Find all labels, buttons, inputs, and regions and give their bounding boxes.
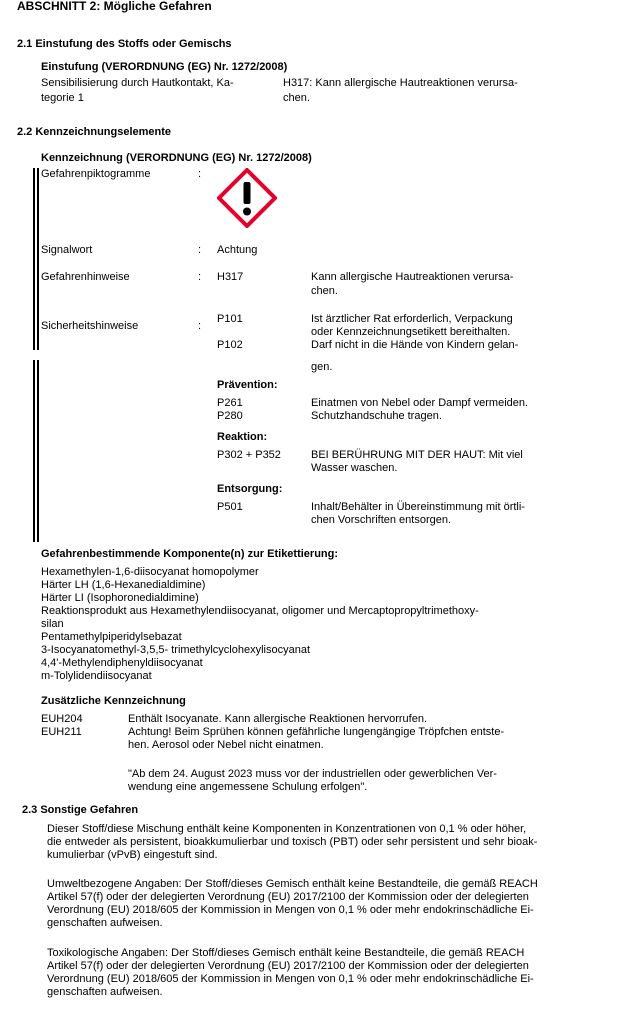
classification-statement-line-2: chen. bbox=[283, 92, 310, 104]
p302-text-line-2: Wasser waschen. bbox=[311, 462, 398, 474]
classification-statement-line-1: H317: Kann allergische Hautreaktionen verursa- bbox=[283, 77, 518, 89]
toxicological-paragraph-line: Verordnung (EU) 2018/605 der Kommission in Mengen von 0,1 % oder mehr endokrinschädliche Ei- bbox=[47, 973, 534, 985]
precautionary-statements-label: Sicherheitshinweise bbox=[41, 320, 139, 332]
euh204-code: EUH204 bbox=[41, 713, 83, 725]
h317-text-line-2: chen. bbox=[311, 285, 338, 297]
p101-text-line-2: oder Kennzeichnungsetikett bereithalten. bbox=[311, 326, 511, 338]
change-bar bbox=[37, 168, 39, 350]
component-item: silan bbox=[41, 618, 64, 630]
p101-code: P101 bbox=[217, 313, 243, 325]
h317-code: H317 bbox=[217, 271, 244, 283]
component-item: Pentamethylpiperidylsebazat bbox=[41, 631, 182, 643]
change-bar bbox=[37, 360, 39, 542]
p261-text: Einatmen von Nebel oder Dampf vermeiden. bbox=[311, 397, 529, 409]
change-bar bbox=[33, 168, 35, 350]
section-2-1-heading: 2.1 Einstufung des Stoffs oder Gemischs bbox=[17, 38, 232, 50]
p302-p352-code: P302 + P352 bbox=[217, 449, 281, 461]
p102-text-line-2: gen. bbox=[311, 361, 333, 373]
pbt-paragraph-line: die entweder als persistent, bioakkumulierbar und toxisch (PBT) oder sehr persistent und sehr bioak- bbox=[47, 836, 538, 848]
colon: : bbox=[198, 320, 202, 332]
p261-code: P261 bbox=[217, 397, 243, 409]
section-2-3-heading: 2.3 Sonstige Gefahren bbox=[22, 804, 139, 816]
additional-labelling-title: Zusätzliche Kennzeichnung bbox=[41, 695, 186, 707]
component-item: 3-Isocyanatomethyl-3,5,5- trimethylcyclohexylisocyanat bbox=[41, 644, 311, 656]
p102-text-line-1: Darf nicht in die Hände von Kindern gelan- bbox=[311, 339, 519, 351]
p501-text-line-1: Inhalt/Behälter in Übereinstimmung mit örtli- bbox=[311, 501, 525, 513]
h317-text-line-1: Kann allergische Hautreaktionen verursa- bbox=[311, 271, 514, 283]
p101-text-line-1: Ist ärztlicher Rat erforderlich, Verpackung bbox=[311, 313, 513, 325]
labelling-subheading: Kennzeichnung (VERORDNUNG (EG) Nr. 1272/2008) bbox=[41, 152, 312, 164]
euh211-text-line-2: hen. Aerosol oder Nebel nicht einatmen. bbox=[128, 739, 324, 751]
pbt-paragraph-line: Dieser Stoff/diese Mischung enthält keine Komponenten in Konzentrationen von 0,1 % oder höher, bbox=[47, 823, 527, 835]
change-bar bbox=[33, 360, 35, 542]
p280-text: Schutzhandschuhe tragen. bbox=[311, 410, 442, 422]
colon: : bbox=[198, 244, 202, 256]
component-item: Hexamethylen-1,6-diisocyanat homopolymer bbox=[41, 566, 259, 578]
colon: : bbox=[198, 271, 202, 283]
pbt-paragraph-line: kumulierbar (vPvB) eingestuft sind. bbox=[47, 849, 218, 861]
disposal-title: Entsorgung: bbox=[217, 483, 283, 495]
colon: : bbox=[198, 168, 202, 180]
component-item: Härter LH (1,6-Hexanedialdimine) bbox=[41, 579, 206, 591]
environmental-paragraph-line: Umweltbezogene Angaben: Der Stoff/dieses Gemisch enthält keine Bestandteile, die gemäß REACH bbox=[47, 878, 538, 890]
euh211-code: EUH211 bbox=[41, 726, 82, 738]
exclamation-mark-icon bbox=[217, 168, 277, 228]
component-item: 4,4'-Methylendiphenyldiisocyanat bbox=[41, 657, 203, 669]
prevention-title: Prävention: bbox=[217, 379, 278, 391]
toxicological-paragraph-line: Artikel 57(f) oder der delegierten Verordnung (EU) 2017/2100 der Kommission oder der delegierten bbox=[47, 960, 529, 972]
toxicological-paragraph-line: Toxikologische Angaben: Der Stoff/dieses Gemisch enthält keine Bestandteile, die gemäß REACH bbox=[47, 947, 525, 959]
component-item: Härter LI (Isophoronedialdimine) bbox=[41, 592, 199, 604]
reaction-title: Reaktion: bbox=[217, 431, 268, 443]
p501-code: P501 bbox=[217, 501, 243, 513]
classification-subheading: Einstufung (VERORDNUNG (EG) Nr. 1272/2008) bbox=[41, 61, 288, 73]
components-title: Gefahrenbestimmende Komponente(n) zur Etikettierung: bbox=[41, 548, 339, 560]
environmental-paragraph-line: genschaften aufweisen. bbox=[47, 917, 163, 929]
toxicological-paragraph-line: genschaften aufweisen. bbox=[47, 986, 163, 998]
euh211-text-line-1: Achtung! Beim Sprühen können gefährliche lungengängige Tröpfchen entste- bbox=[128, 726, 505, 738]
training-note-line-1: "Ab dem 24. August 2023 muss vor der industriellen oder gewerblichen Ver- bbox=[128, 768, 497, 780]
classification-line-2: tegorie 1 bbox=[41, 92, 84, 104]
component-item: m-Tolylidendiisocyanat bbox=[41, 670, 152, 682]
hazard-statements-label: Gefahrenhinweise bbox=[41, 271, 130, 283]
component-item: Reaktionsprodukt aus Hexamethylendiisocyanat, oligomer und Mercaptopropyltrimethoxy- bbox=[41, 605, 479, 617]
environmental-paragraph-line: Verordnung (EU) 2018/605 der Kommission in Mengen von 0,1 % oder mehr endokrinschädliche Ei- bbox=[47, 904, 534, 916]
training-note-line-2: wendung eine angemessene Schulung erfolgen". bbox=[128, 781, 368, 793]
classification-line-1: Sensibilisierung durch Hautkontakt, Ka- bbox=[41, 77, 234, 89]
signal-word-label: Signalwort bbox=[41, 244, 93, 256]
p501-text-line-2: chen Vorschriften entsorgen. bbox=[311, 514, 452, 526]
p302-text-line-1: BEI BERÜHRUNG MIT DER HAUT: Mit viel bbox=[311, 449, 523, 461]
environmental-paragraph-line: Artikel 57(f) oder der delegierten Verordnung (EU) 2017/2100 der Kommission oder der delegierten bbox=[47, 891, 529, 903]
p280-code: P280 bbox=[217, 410, 243, 422]
signal-word-value: Achtung bbox=[217, 244, 258, 256]
euh204-text: Enthält Isocyanate. Kann allergische Reaktionen hervorrufen. bbox=[128, 713, 428, 725]
section-title: ABSCHNITT 2: Mögliche Gefahren bbox=[17, 0, 212, 13]
p102-code: P102 bbox=[217, 339, 243, 351]
section-2-2-heading: 2.2 Kennzeichnungselemente bbox=[17, 126, 172, 138]
pictograms-label: Gefahrenpiktogramme bbox=[41, 168, 151, 180]
